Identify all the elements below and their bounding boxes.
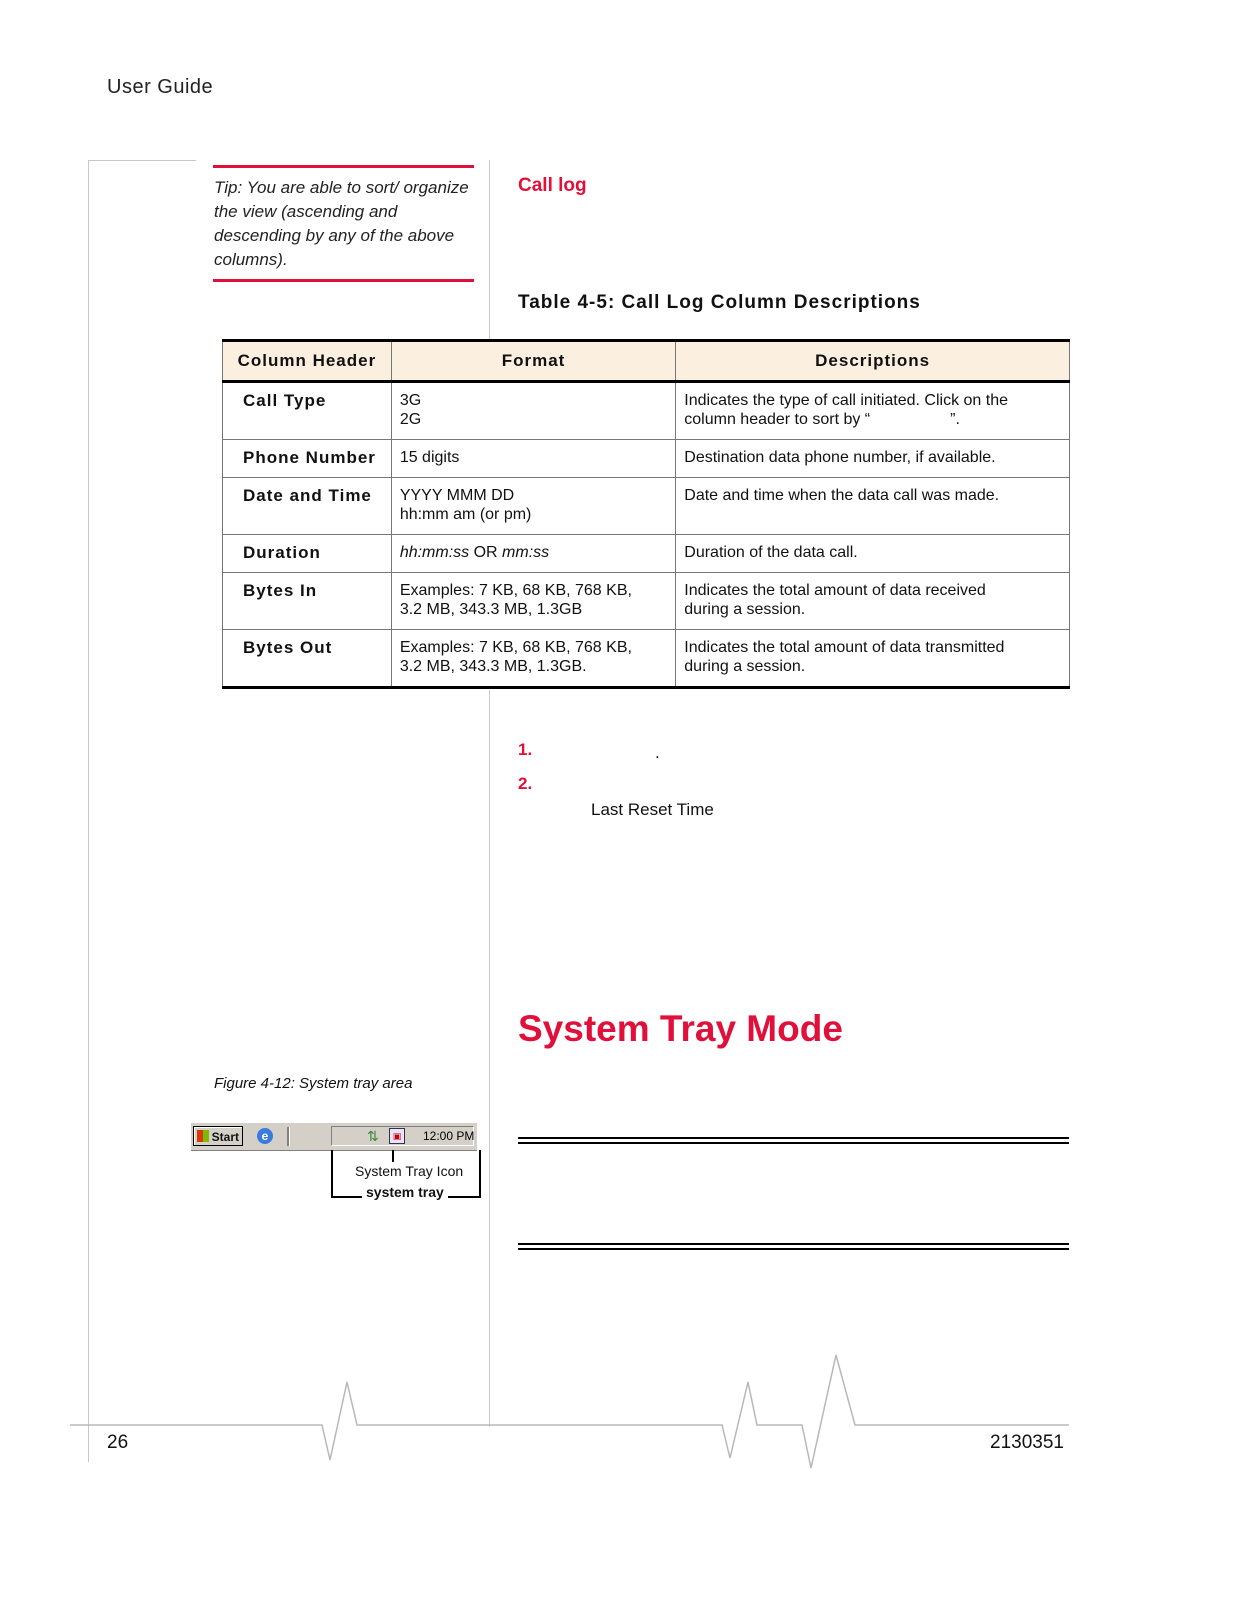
format-cell bbox=[391, 382, 675, 440]
system-tray-icon-label: System Tray Icon bbox=[355, 1163, 464, 1179]
description-line: Indicates the total amount of data transmitted bbox=[684, 639, 1005, 656]
description-cell bbox=[676, 382, 1070, 440]
description-cell bbox=[676, 630, 1070, 688]
call-log-table bbox=[222, 339, 1070, 689]
description-line: Indicates the type of call initiated. Click on the bbox=[684, 392, 1008, 409]
browser-icon: e bbox=[257, 1128, 273, 1144]
description-cell bbox=[676, 535, 1070, 573]
description-line: column header to sort by “ ”. bbox=[684, 411, 960, 428]
document-number: 2130351 bbox=[990, 1432, 1064, 1453]
description-line: Indicates the total amount of data received bbox=[684, 582, 986, 599]
format-line: Examples: 7 KB, 68 KB, 768 KB, bbox=[399, 582, 632, 599]
monitor-tray-icon: ▣ bbox=[389, 1128, 405, 1144]
tip-text: Tip: You are able to sort/ organize the view (ascending and descending by any of the above columns). bbox=[214, 178, 469, 269]
note-rule-top bbox=[518, 1137, 1069, 1144]
format-part: hh:mm:ss bbox=[399, 544, 470, 561]
format-header-cell: Format bbox=[391, 341, 675, 382]
row-header: Phone Number bbox=[223, 440, 392, 478]
margin-rule-top bbox=[88, 160, 196, 161]
description-line: Duration of the data call. bbox=[684, 544, 858, 561]
callout-tick bbox=[392, 1150, 394, 1162]
system-tray-label: system tray bbox=[362, 1184, 448, 1200]
start-label: Start bbox=[211, 1130, 239, 1144]
row-header: Duration bbox=[223, 535, 392, 573]
description-cell bbox=[676, 573, 1070, 630]
column-rule-lower bbox=[489, 690, 490, 1427]
table-row bbox=[223, 535, 1070, 573]
section-heading: Call log bbox=[518, 175, 587, 196]
row-header: Date and Time bbox=[223, 478, 392, 535]
format-line: Examples: 7 KB, 68 KB, 768 KB, bbox=[399, 639, 632, 656]
windows-logo-icon bbox=[197, 1130, 209, 1142]
format-part: OR bbox=[469, 544, 503, 561]
description-cell bbox=[676, 440, 1070, 478]
tip-rule-bottom bbox=[213, 279, 474, 282]
taskbar-figure bbox=[191, 1122, 477, 1151]
figure-caption: Figure 4-12: System tray area bbox=[214, 1075, 413, 1092]
format-cell bbox=[391, 630, 675, 688]
format-cell bbox=[391, 478, 675, 535]
format-line: 3.2 MB, 343.3 MB, 1.3GB. bbox=[399, 658, 587, 675]
table-header-row bbox=[223, 341, 1070, 382]
row-header: Call Type bbox=[223, 382, 392, 440]
column-rule-upper bbox=[489, 160, 490, 340]
table-row bbox=[223, 478, 1070, 535]
description-line: during a session. bbox=[684, 601, 806, 618]
note-rule-bottom bbox=[518, 1243, 1069, 1250]
description-line: Destination data phone number, if available. bbox=[684, 449, 996, 466]
taskbar-separator bbox=[287, 1127, 290, 1146]
format-line: 3.2 MB, 343.3 MB, 1.3GB bbox=[399, 601, 583, 618]
format-cell bbox=[391, 535, 675, 573]
margin-rule-left bbox=[88, 160, 89, 1462]
table-row bbox=[223, 382, 1070, 440]
clock: 12:00 PM bbox=[423, 1129, 475, 1143]
format-line: 3G bbox=[399, 392, 422, 409]
connection-tray-icon: ⇅ bbox=[367, 1128, 379, 1144]
descriptions-header-cell: Descriptions bbox=[676, 341, 1070, 382]
format-cell bbox=[391, 573, 675, 630]
format-line: 15 digits bbox=[399, 449, 460, 466]
table-row bbox=[223, 630, 1070, 688]
description-line: during a session. bbox=[684, 658, 806, 675]
format-line: 2G bbox=[399, 411, 422, 428]
column-header-cell: Column Header bbox=[223, 341, 392, 382]
step-1-text: . bbox=[655, 743, 660, 762]
footer-waveform-decoration bbox=[0, 1340, 1237, 1480]
format-line: YYYY MMM DD bbox=[399, 487, 515, 504]
step-2-text: Last Reset Time bbox=[591, 800, 714, 819]
format-line: hh:mm am (or pm) bbox=[399, 506, 532, 523]
table-row bbox=[223, 440, 1070, 478]
tip-rule-top bbox=[213, 165, 474, 168]
format-cell bbox=[391, 440, 675, 478]
description-cell bbox=[676, 478, 1070, 535]
table-caption: Table 4-5: Call Log Column Descriptions bbox=[518, 292, 921, 313]
start-button bbox=[193, 1126, 243, 1146]
step-2-number: 2. bbox=[518, 774, 533, 793]
step-1-number: 1. bbox=[518, 740, 533, 759]
section-title: System Tray Mode bbox=[518, 1008, 843, 1049]
description-line: Date and time when the data call was made. bbox=[684, 487, 1000, 504]
page-number: 26 bbox=[107, 1432, 129, 1453]
row-header: Bytes In bbox=[223, 573, 392, 630]
table-row bbox=[223, 573, 1070, 630]
row-header: Bytes Out bbox=[223, 630, 392, 688]
format-part: mm:ss bbox=[502, 544, 550, 561]
running-header: User Guide bbox=[107, 76, 214, 98]
